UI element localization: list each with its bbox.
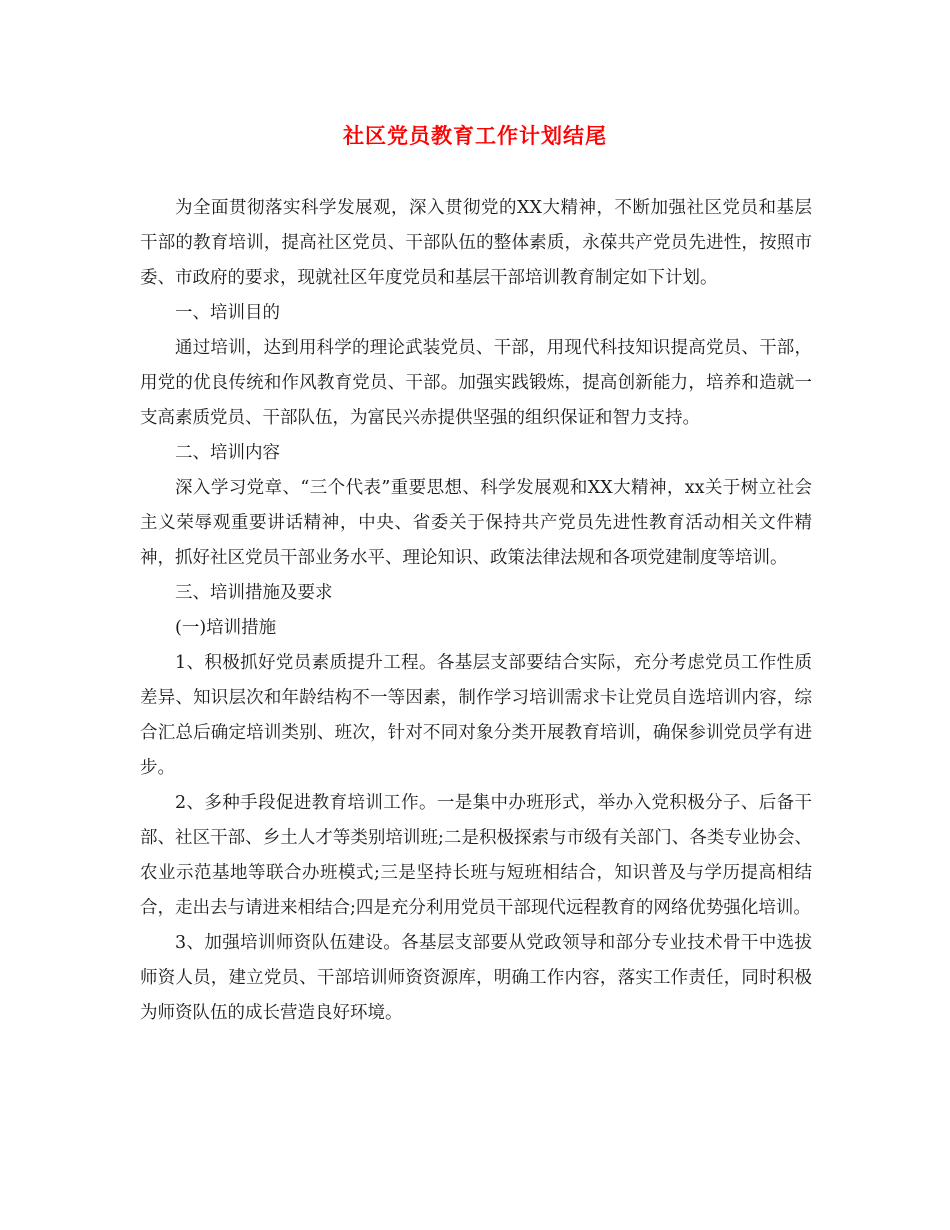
document-body — [140, 191, 812, 1031]
paragraph-intro: 为全面贯彻落实科学发展观，深入贯彻党的XX大精神，不断加强社区党员和基层干部的教育培训，提高社区党员、干部队伍的整体素质，永葆共产党员先进性，按照市委、市政府的要求，现就社区年度党员和基层干部培训教育制定如下计划。 — [140, 198, 812, 288]
paragraph-measure-1: 1、积极抓好党员素质提升工程。各基层支部要结合实际，充分考虑党员工作性质差异、知识层次和年龄结构不一等因素，制作学习培训需求卡让党员自选培训内容，综合汇总后确定培训类别、班次，针对不同对象分类开展教育培训，确保参训党员学有进步。 — [140, 653, 812, 778]
section-heading-measures: 三、培训措施及要求 — [175, 583, 333, 603]
paragraph-measure-3: 3、加强培训师资队伍建设。各基层支部要从党政领导和部分专业技术骨干中选拔师资人员，建立党员、干部培训师资资源库，明确工作内容，落实工作责任，同时积极为师资队伍的成长营造良好环境。 — [140, 933, 812, 1023]
section-heading-goal: 一、培训目的 — [175, 303, 280, 323]
paragraph-content: 深入学习党章、“三个代表”重要思想、科学发展观和XX大精神，xx关于树立社会主义荣辱观重要讲话精神，中央、省委关于保持共产党员先进性教育活动相关文件精神，抓好社区党员干部业务水平、理论知识、政策法律法规和各项党建制度等培训。 — [140, 478, 812, 568]
section-heading-content: 二、培训内容 — [175, 443, 280, 463]
paragraph-measure-2: 2、多种手段促进教育培训工作。一是集中办班形式，举办入党积极分子、后备干部、社区干部、乡土人才等类别培训班;二是积极探索与市级有关部门、各类专业协会、农业示范基地等联合办班模式;三是坚持长班与短班相结合，知识普及与学历提高相结合，走出去与请进来相结合;四是充分利用党员干部现代远程教育的网络优势强化培训。 — [140, 793, 812, 918]
subsection-heading-measures: (一)培训措施 — [175, 618, 277, 638]
document-title: 社区党员教育工作计划结尾 — [343, 124, 607, 148]
paragraph-goal: 通过培训，达到用科学的理论武装党员、干部，用现代科技知识提高党员、干部，用党的优良传统和作风教育党员、干部。加强实践锻炼，提高创新能力，培养和造就一支高素质党员、干部队伍，为富民兴赤提供坚强的组织保证和智力支持。 — [140, 338, 812, 428]
